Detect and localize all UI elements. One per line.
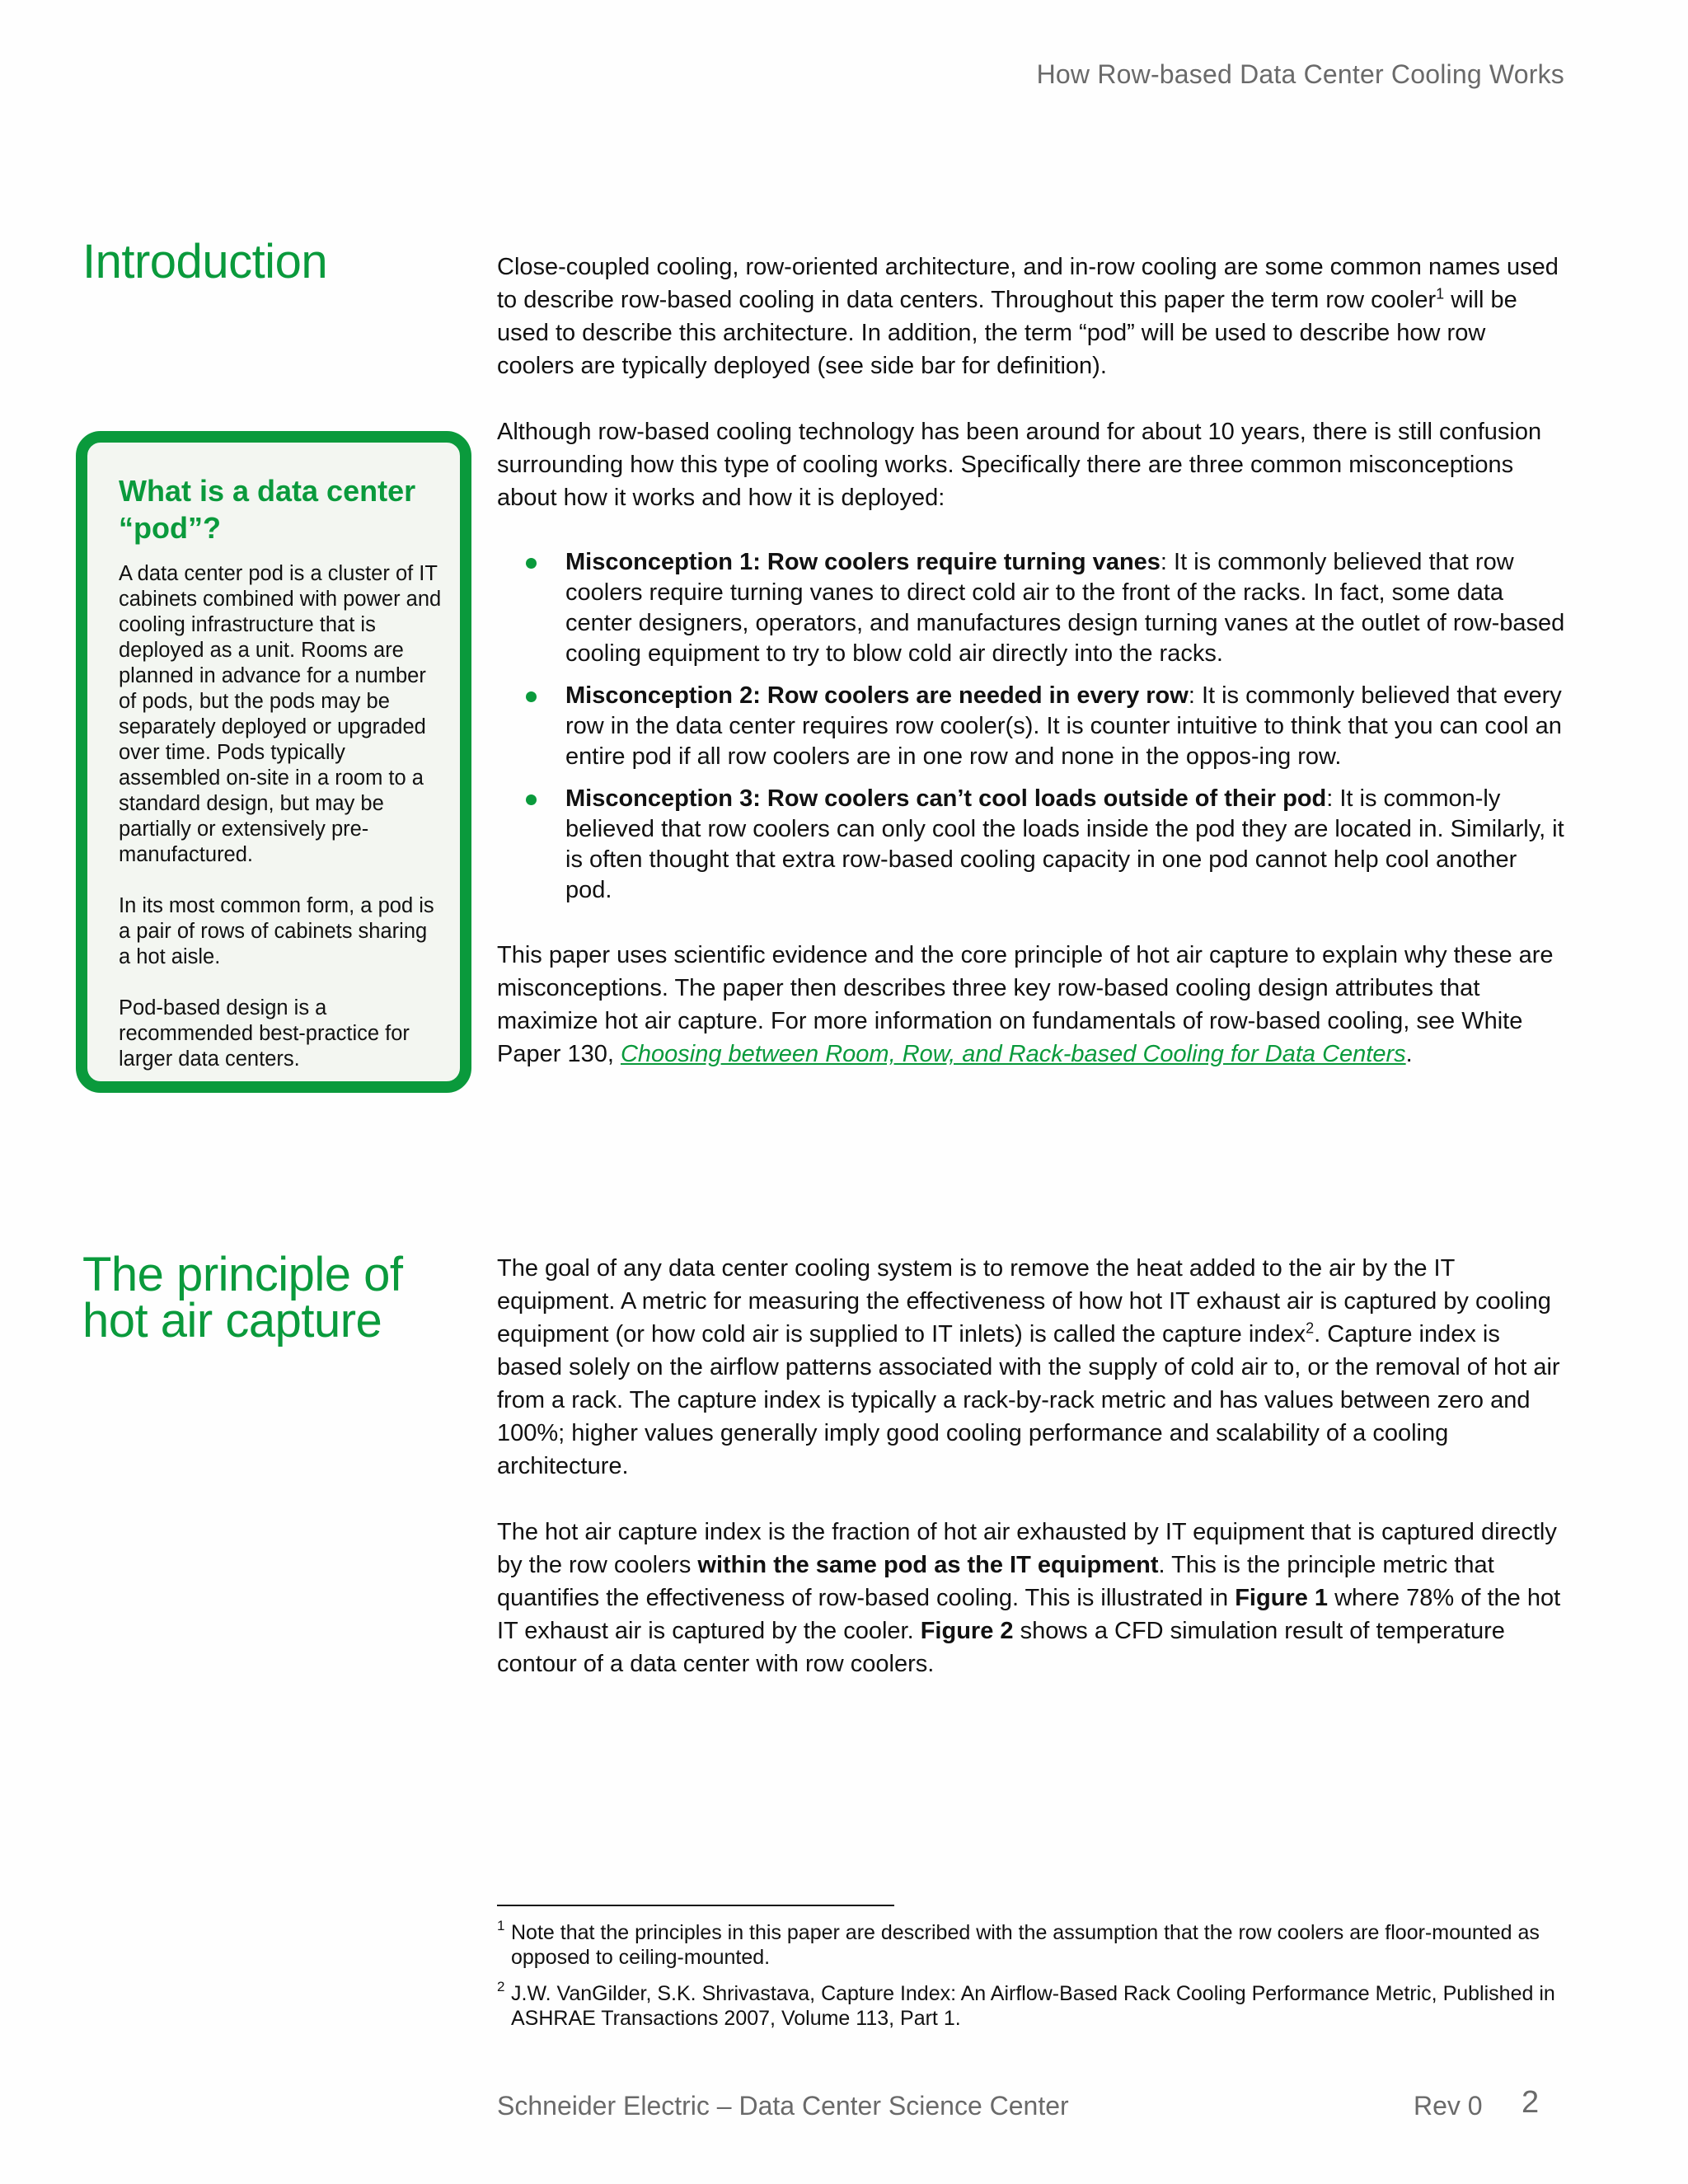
misconception-list [497, 547, 1568, 906]
intro-p1-text-b: will be used to describe this architecture. In addition, the term “pod” will be used to describe how row coolers are typically deployed (see side bar for definition). [497, 287, 1517, 379]
running-header: How Row-based Data Center Cooling Works [1036, 59, 1564, 89]
principle-p2-text-b: . This is the principle metric that quantifies the effectiveness of row-based cooling. This is illustrated in [497, 1552, 1494, 1611]
misconception-3-heading: Misconception 3: Row coolers can’t cool loads outside of their pod [565, 785, 1327, 812]
intro-p3-text: This paper uses scientific evidence and the core principle of hot air capture to explain why these are misconceptions. The paper then describes three key row-based cooling design attributes that maximize hot air capture. For more information on fundamentals of row-based cooling, see White Paper 130, [497, 942, 1554, 1067]
bullet-dot-icon [526, 558, 537, 569]
footnote-2 [497, 1981, 1568, 2031]
intro-p1-text-a: Close-coupled cooling, row-oriented architecture, and in-row cooling are some common names used to describe row-based cooling in data centers. Throughout this paper the term row cooler [497, 254, 1559, 313]
page-number: 2 [1522, 2085, 1540, 2120]
footnote-divider [497, 1905, 894, 1906]
list-item [497, 784, 1568, 906]
footer-revision: Rev 0 [1414, 2091, 1483, 2121]
principle-p2-text-a: The hot air capture index is the fraction of hot air exhausted by IT equipment that is captured directly by the row coolers [497, 1519, 1557, 1578]
misconception-1-heading: Misconception 1: Row coolers require turning vanes [565, 549, 1160, 575]
footnote-ref-1: 1 [1436, 285, 1445, 302]
footnote-1 [497, 1920, 1568, 1970]
section-title-hot-air-capture: The principle of hot air capture [82, 1248, 403, 1347]
bullet-dot-icon [526, 691, 537, 702]
pod-definition-sidebar [76, 431, 471, 1093]
misconception-2-heading: Misconception 2: Row coolers are needed in every row [565, 682, 1189, 709]
footnote-text: Note that the principles in this paper are described with the assumption that the row coolers are floor-mounted as opposed to ceiling-mounted. [511, 1921, 1540, 1969]
principle-p1-text-a: The goal of any data center cooling system is to remove the heat added to the air by the IT equipment. A metric for measuring the effectiveness of how hot IT exhaust air is captured by cooling equipment (or how cold air is supplied to IT inlets) is called the capture index [497, 1255, 1551, 1347]
principle-paragraph-1 [497, 1252, 1568, 1483]
hot-air-capture-body [497, 1252, 1568, 1713]
principle-p2-text-c: where 78% of the hot IT exhaust air is captured by the cooler. [497, 1585, 1561, 1644]
sidebar-paragraph-1: A data center pod is a cluster of IT cabinets combined with power and cooling infrastructure that is deployed as a unit. Rooms are planned in advance for a number of pods, but the pods may be separately deployed or upgraded over time. Pods typically assembled on-site in a room to a standard design, but may be partially or extensively pre-manufactured. [119, 562, 442, 866]
list-item [497, 547, 1568, 669]
sidebar-paragraph-2: In its most common form, a pod is a pair of rows of cabinets sharing a hot aisle. [119, 894, 434, 968]
misconception-3-text: : It is common-ly believed that row coolers can only cool the loads inside the pod they are located in. Similarly, it is often thought that extra row-based cooling capacity in one pod cannot help cool another pod. [565, 785, 1564, 903]
misconception-1-text: : It is commonly believed that row coolers require turning vanes to direct cold air to the front of the racks. In fact, some data center designers, operators, and manufactures design turning vanes at the outlet of row-based cooling equipment to try to blow cold air directly into the racks. [565, 549, 1565, 667]
list-item [497, 681, 1568, 772]
footnote-ref-2: 2 [1306, 1319, 1315, 1337]
misconception-2-text: : It is commonly believed that every row in the data center requires row cooler(s). It is counter intuitive to think that you can cool an entire pod if all row coolers are in one row and none in the oppos-ing row. [565, 682, 1562, 770]
principle-p2-text-d: shows a CFD simulation result of temperature contour of a data center with row coolers. [497, 1618, 1505, 1677]
white-paper-130-link[interactable]: Choosing between Room, Row, and Rack-based Cooling for Data Centers [620, 1041, 1406, 1067]
footnote-number: 2 [497, 1979, 505, 1994]
intro-paragraph-1 [497, 251, 1568, 382]
principle-p2-emphasis: within the same pod as the IT equipment [697, 1552, 1159, 1578]
principle-paragraph-2 [497, 1516, 1568, 1680]
intro-paragraph-2: Although row-based cooling technology has been around for about 10 years, there is still confusion surrounding how this type of cooling works. Specifically there are three common misconceptions about how it works and how it is deployed: [497, 419, 1542, 511]
intro-paragraph-3 [497, 939, 1568, 1071]
sidebar-title: What is a data center “pod”? [119, 474, 416, 545]
bullet-dot-icon [526, 794, 537, 805]
figure-2-reference: Figure 2 [920, 1618, 1014, 1644]
principle-p1-text-b: . Capture index is based solely on the airflow patterns associated with the supply of cold air to, or the removal of hot air from a rack. The capture index is typically a rack-by-rack metric and has values between zero and 100%; higher values generally imply good cooling performance and scalability of a cooling architecture. [497, 1321, 1560, 1479]
footer-publisher: Schneider Electric – Data Center Science Center [497, 2091, 1069, 2121]
introduction-body [497, 251, 1568, 1104]
figure-1-reference: Figure 1 [1235, 1585, 1329, 1611]
footnote-text: J.W. VanGilder, S.K. Shrivastava, Capture Index: An Airflow-Based Rack Cooling Performance Metric, Published in ASHRAE Transactions 2007, Volume 113, Part 1. [511, 1982, 1555, 2030]
section-title-introduction: Introduction [82, 235, 328, 288]
sidebar-paragraph-3: Pod-based design is a recommended best-practice for larger data centers. [119, 996, 410, 1071]
footnote-number: 1 [497, 1918, 505, 1933]
footnotes [497, 1920, 1568, 2042]
intro-p3-end: . [1405, 1041, 1413, 1067]
